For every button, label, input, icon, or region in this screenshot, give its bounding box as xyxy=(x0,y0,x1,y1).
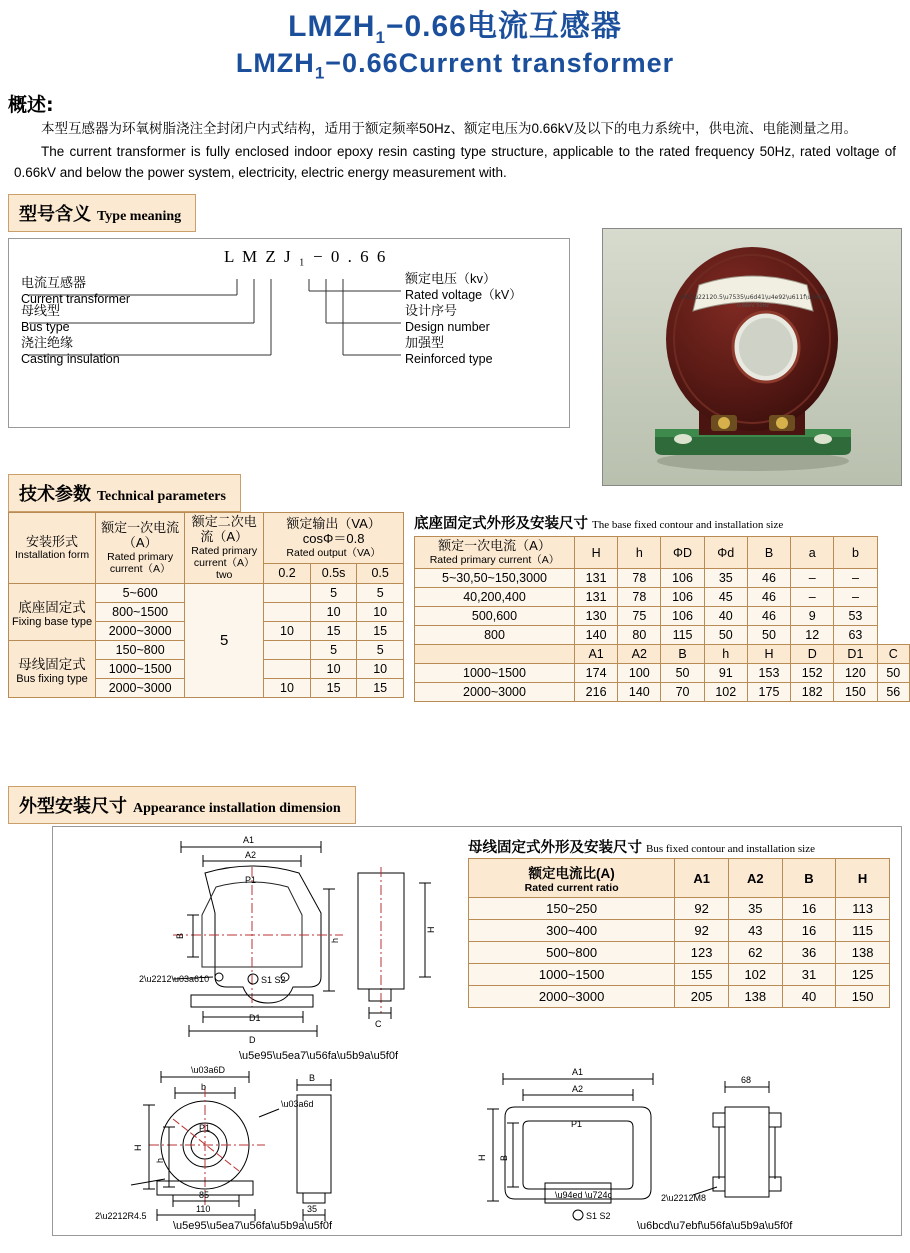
caption-base-fixed-1: \u5e95\u5ea7\u56fa\u5b9a\u5f0f xyxy=(239,1050,399,1062)
cell: 9 xyxy=(791,607,834,626)
cell: 12 xyxy=(791,626,834,645)
type-left-item-2 xyxy=(21,335,120,367)
label-B4: B xyxy=(499,1154,509,1161)
cell: 174 xyxy=(575,664,618,683)
label-A2b: A2 xyxy=(572,1084,584,1094)
base-table-caption xyxy=(414,512,910,533)
label-phid: \u03a6d xyxy=(281,1099,314,1109)
cell: 46 xyxy=(747,607,790,626)
base-dimension-table xyxy=(414,536,910,702)
th-phiD: ΦD xyxy=(661,537,704,569)
th-h2: h xyxy=(704,645,747,664)
th-D: D xyxy=(791,645,834,664)
cell: 78 xyxy=(618,588,661,607)
th-H2: H xyxy=(747,645,790,664)
title-cn-sub: 1 xyxy=(375,28,386,47)
th-bus-A1: A1 xyxy=(675,859,729,898)
cell: 106 xyxy=(661,588,704,607)
type-meaning-section xyxy=(8,194,910,232)
cell: 92 xyxy=(675,898,729,920)
cell: 1000~1500 xyxy=(415,664,575,683)
bus-caption-en: Bus fixed contour and installation size xyxy=(646,843,815,855)
cell: 120 xyxy=(834,664,877,683)
cell: 153 xyxy=(747,664,790,683)
title-english xyxy=(0,48,910,83)
cell-c02 xyxy=(264,641,311,660)
cell: 31 xyxy=(782,964,836,986)
cell-c02 xyxy=(264,660,311,679)
label-H3: H xyxy=(477,1154,487,1161)
drawing-bus-side xyxy=(693,1081,781,1197)
type-left-item-2-en: Casting insulation xyxy=(21,351,120,366)
label-D: D xyxy=(249,1035,256,1045)
table-row xyxy=(415,664,910,683)
base-caption-en: The base fixed contour and installation size xyxy=(592,519,784,531)
cell-c05: 15 xyxy=(357,622,404,641)
cell: 56 xyxy=(877,683,909,702)
appearance-heading xyxy=(8,786,356,824)
cell-primary: 2000~3000 xyxy=(96,622,185,641)
appearance-heading-en: Appearance installation dimension xyxy=(133,801,341,816)
label-P1b: P1 xyxy=(199,1123,211,1133)
drawing-base-side xyxy=(358,867,431,1019)
table-row xyxy=(415,588,910,607)
overview-text-cn: 本型互感器为环氧树脂浇注全封闭户内式结构，适用于额定频率50Hz、额定电压为0.66kV及以下的电力系统中，供电流、电能测量之用。 xyxy=(41,121,858,137)
type-right-item-1 xyxy=(405,303,490,335)
label-H: H xyxy=(426,926,436,933)
th-H: H xyxy=(575,537,618,569)
type-left-item-0-en: Current transformer xyxy=(21,291,131,306)
cell-c05: 5 xyxy=(357,584,404,603)
cell-c05s: 15 xyxy=(310,679,357,698)
table-row xyxy=(469,986,890,1008)
label-35: 35 xyxy=(307,1204,318,1214)
type-right-item-0-cn: 额定电压（kv） xyxy=(405,271,497,287)
title-en-sub: 1 xyxy=(314,62,326,82)
label-85: 85 xyxy=(199,1190,210,1200)
cell-c05: 10 xyxy=(357,660,404,679)
table-row xyxy=(415,607,910,626)
cell: 50 xyxy=(661,664,704,683)
group-label-bus: 母线固定式 Bus fixing type xyxy=(9,641,96,698)
cell: – xyxy=(791,588,834,607)
cell: 102 xyxy=(704,683,747,702)
table-row xyxy=(469,942,890,964)
th-bus-B: B xyxy=(782,859,836,898)
th-B: B xyxy=(747,537,790,569)
cell-secondary-current: 5 xyxy=(185,584,264,698)
cell: 50 xyxy=(704,626,747,645)
cell: 205 xyxy=(675,986,729,1008)
cell-c05s: 15 xyxy=(310,622,357,641)
cell: 70 xyxy=(661,683,704,702)
type-meaning-heading-en: Type meaning xyxy=(97,209,182,225)
type-right-item-2 xyxy=(405,335,493,367)
cell: 500,600 xyxy=(415,607,575,626)
table-header-row xyxy=(415,537,910,569)
cell: 16 xyxy=(782,920,836,942)
label-P1c: P1 xyxy=(571,1119,583,1129)
cell: 36 xyxy=(782,942,836,964)
cell: 152 xyxy=(791,664,834,683)
svg-text:LMZ\u22120.5\u7535\u6d41\u4e92: LMZ\u22120.5\u7535\u6d41\u4e92\u611f\u5668 xyxy=(679,294,827,301)
th-A1: A1 xyxy=(575,645,618,664)
label-D1: D1 xyxy=(249,1013,261,1023)
cell: 40 xyxy=(782,986,836,1008)
cell: 100 xyxy=(618,664,661,683)
tech-heading-en: Technical parameters xyxy=(97,489,226,504)
appearance-heading-cn: 外型安装尺寸 xyxy=(19,796,127,816)
label-C: C xyxy=(375,1019,382,1029)
cell: 500~800 xyxy=(469,942,675,964)
label-h: h xyxy=(330,937,340,943)
cell: 131 xyxy=(575,588,618,607)
cell: 43 xyxy=(728,920,782,942)
cell: 150~250 xyxy=(469,898,675,920)
cell: 150 xyxy=(836,986,890,1008)
table-row xyxy=(9,584,404,603)
cell-c05s: 10 xyxy=(310,660,357,679)
product-photo-image xyxy=(603,229,901,485)
drawing-bus-front-labels xyxy=(477,1067,793,1232)
drawing-base-front xyxy=(173,841,343,1037)
cell: 46 xyxy=(747,588,790,607)
th-bus-H: H xyxy=(836,859,890,898)
title-en-main: LMZH xyxy=(235,47,315,78)
cell: 80 xyxy=(618,626,661,645)
cell: 131 xyxy=(575,569,618,588)
bus-table-caption xyxy=(468,836,815,857)
cell: 50 xyxy=(747,626,790,645)
label-A1: A1 xyxy=(243,835,255,845)
th-install-form: 安装形式 Installation form xyxy=(9,513,96,584)
table-header-row xyxy=(469,859,890,898)
cell-primary: 2000~3000 xyxy=(96,679,185,698)
overview-text-en: The current transformer is fully enclosed indoor epoxy resin casting type structure, applicable to the rated frequency 50Hz, rated voltage of 0.66kV and below the power system, electricity, electric energy measurement with. xyxy=(14,144,896,181)
cell-c02 xyxy=(264,584,311,603)
tech-heading-cn: 技术参数 xyxy=(19,484,91,504)
cell: 175 xyxy=(747,683,790,702)
cell: 78 xyxy=(618,569,661,588)
tech-params-table xyxy=(8,512,404,698)
tech-params-heading xyxy=(8,474,241,512)
th-rated-ratio: 额定电流比(A) Rated current ratio xyxy=(469,859,675,898)
parameters-area xyxy=(8,512,902,698)
cell-c05s: 5 xyxy=(310,641,357,660)
table-row xyxy=(469,964,890,986)
label-S1S2: S1 S2 xyxy=(261,975,286,985)
label-68: 68 xyxy=(741,1075,752,1085)
type-right-item-0 xyxy=(405,271,522,303)
cell: 138 xyxy=(836,942,890,964)
cell: 75 xyxy=(618,607,661,626)
group-label-base: 底座固定式 Fixing base type xyxy=(9,584,96,641)
base-caption-cn: 底座固定式外形及安装尺寸 xyxy=(414,516,588,532)
type-right-item-0-en: Rated voltage（kV） xyxy=(405,287,522,302)
overview-body xyxy=(14,119,896,184)
svg-text:0.66kV 50Hz: 0.66kV 50Hz xyxy=(737,303,769,309)
label-A1b: A1 xyxy=(572,1067,584,1077)
cell-c05s: 10 xyxy=(310,603,357,622)
label-b: b xyxy=(201,1082,207,1092)
th-phid: Φd xyxy=(704,537,747,569)
bus-dimension-table xyxy=(468,858,890,1008)
label-h2: h xyxy=(155,1157,165,1163)
cell: 182 xyxy=(791,683,834,702)
cell: 106 xyxy=(661,569,704,588)
table-row xyxy=(469,898,890,920)
cell: 45 xyxy=(704,588,747,607)
title-chinese xyxy=(0,10,910,48)
th-primary-current: 额定一次电流（A） Rated primary current（A） xyxy=(96,513,185,584)
type-code: L M Z J ₁ − 0 . 6 6 xyxy=(224,247,388,267)
label-S1S2b: S1 S2 xyxy=(586,1211,611,1221)
cell: 91 xyxy=(704,664,747,683)
type-meaning-diagram xyxy=(8,238,570,428)
cell: – xyxy=(834,569,877,588)
cell-primary: 1000~1500 xyxy=(96,660,185,679)
label-phiD: \u03a6D xyxy=(191,1065,226,1075)
cell: 62 xyxy=(728,942,782,964)
type-left-item-1 xyxy=(21,303,70,335)
type-left-item-1-en: Bus type xyxy=(21,319,70,334)
title-en-rest: −0.66Current transformer xyxy=(325,47,675,78)
th-bus-A2: A2 xyxy=(728,859,782,898)
page-title xyxy=(0,0,910,82)
cell: 115 xyxy=(661,626,704,645)
cell: 102 xyxy=(728,964,782,986)
cell: 63 xyxy=(834,626,877,645)
th-C: C xyxy=(877,645,909,664)
cell: 53 xyxy=(834,607,877,626)
th-class-05s: 0.5s xyxy=(310,563,357,583)
cell: 16 xyxy=(782,898,836,920)
label-P1: P1 xyxy=(245,875,257,885)
cell: – xyxy=(791,569,834,588)
type-right-item-1-cn: 设计序号 xyxy=(405,303,458,319)
cell: 115 xyxy=(836,920,890,942)
type-left-item-0-cn: 电流互感器 xyxy=(21,275,87,291)
label-A2: A2 xyxy=(245,850,257,860)
label-2r45: 2\u2212R4.5 xyxy=(95,1211,147,1221)
type-right-item-2-en: Reinforced type xyxy=(405,351,493,366)
type-right-item-1-en: Design number xyxy=(405,319,490,334)
cell: 125 xyxy=(836,964,890,986)
cell-c05: 15 xyxy=(357,679,404,698)
table-row xyxy=(415,626,910,645)
label-2m8: 2\u2212M8 xyxy=(661,1193,707,1203)
cell: 106 xyxy=(661,607,704,626)
th-class-02: 0.2 xyxy=(264,563,311,583)
cell: 800 xyxy=(415,626,575,645)
cell: 50 xyxy=(877,664,909,683)
cell: 140 xyxy=(618,683,661,702)
cell-c02: 10 xyxy=(264,679,311,698)
cell: 40,200,400 xyxy=(415,588,575,607)
drawing-bus-side-labels xyxy=(661,1075,751,1203)
title-cn-rest: −0.66电流互感器 xyxy=(385,10,622,43)
cell: 140 xyxy=(575,626,618,645)
cell: 130 xyxy=(575,607,618,626)
base-dimension-area xyxy=(414,512,910,702)
th-b: b xyxy=(834,537,877,569)
cell: 216 xyxy=(575,683,618,702)
th-a: a xyxy=(791,537,834,569)
cell-c05: 10 xyxy=(357,603,404,622)
cell: 2000~3000 xyxy=(415,683,575,702)
label-110: 110 xyxy=(196,1204,211,1214)
cell-primary: 150~800 xyxy=(96,641,185,660)
cell: 300~400 xyxy=(469,920,675,942)
type-meaning-heading xyxy=(8,194,196,232)
type-meaning-heading-cn: 型号含义 xyxy=(19,204,91,225)
cell: 150 xyxy=(834,683,877,702)
title-cn-main: LMZH xyxy=(288,10,376,43)
table-row xyxy=(415,683,910,702)
th-rated-output: 额定输出（VA） cosΦ＝0.8 Rated output（VA） xyxy=(264,513,404,564)
table-row xyxy=(415,569,910,588)
cell: 2000~3000 xyxy=(469,986,675,1008)
cell-c02: 10 xyxy=(264,622,311,641)
th-class-05: 0.5 xyxy=(357,563,404,583)
cell: 123 xyxy=(675,942,729,964)
drawing-base-front-labels xyxy=(139,835,399,1062)
cell-c05: 5 xyxy=(357,641,404,660)
type-right-item-2-cn: 加强型 xyxy=(405,335,445,351)
bus-caption-cn: 母线固定式外形及安装尺寸 xyxy=(468,840,642,856)
label-B3: B xyxy=(309,1073,316,1083)
caption-base-fixed-2: \u5e95\u5ea7\u56fa\u5b9a\u5f0f xyxy=(173,1220,333,1232)
label-B: B xyxy=(175,932,185,939)
th-rated-primary: 额定一次电流（A） Rated primary current（A） xyxy=(415,537,575,569)
th-D1: D1 xyxy=(834,645,877,664)
cell-primary: 800~1500 xyxy=(96,603,185,622)
table-subheader-row xyxy=(415,645,910,664)
caption-bus-fixed: \u6bcd\u7ebf\u56fa\u5b9a\u5f0f xyxy=(637,1220,793,1232)
cell: 138 xyxy=(728,986,782,1008)
cell: 46 xyxy=(747,569,790,588)
cell-c02 xyxy=(264,603,311,622)
th-B2: B xyxy=(661,645,704,664)
type-left-item-1-cn: 母线型 xyxy=(21,303,61,319)
overview-heading: 概述: xyxy=(8,94,54,117)
cell: 155 xyxy=(675,964,729,986)
th-secondary-current: 额定二次电流（A） Rated primary current（A）two xyxy=(185,513,264,584)
type-left-item-2-cn: 浇注绝缘 xyxy=(21,335,74,351)
cell-empty xyxy=(415,645,575,664)
th-h: h xyxy=(618,537,661,569)
cell: – xyxy=(834,588,877,607)
cell: 1000~1500 xyxy=(469,964,675,986)
label-H2: H xyxy=(133,1144,143,1151)
cell: 92 xyxy=(675,920,729,942)
product-photo xyxy=(602,228,902,486)
cell-primary: 5~600 xyxy=(96,584,185,603)
table-row xyxy=(469,920,890,942)
table-header-row xyxy=(9,513,404,564)
cell: 5~30,50~150,3000 xyxy=(415,569,575,588)
label-2phi10: 2\u2212\u03a610 xyxy=(139,974,210,984)
cell: 35 xyxy=(728,898,782,920)
cell: 40 xyxy=(704,607,747,626)
drawing-base-side-labels xyxy=(375,927,436,1030)
cell: 35 xyxy=(704,569,747,588)
cell: 113 xyxy=(836,898,890,920)
label-nameplate: \u94ed \u724c xyxy=(555,1190,613,1200)
cell-c05s: 5 xyxy=(310,584,357,603)
th-A2: A2 xyxy=(618,645,661,664)
